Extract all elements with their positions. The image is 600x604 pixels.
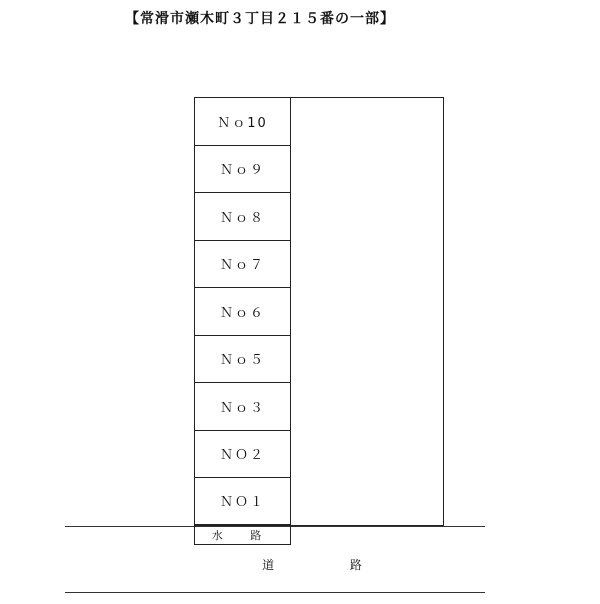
parking-space-no3[interactable]: Ｎｏ３: [195, 382, 290, 430]
parking-space-no2[interactable]: ＮＯ２: [195, 430, 290, 478]
parking-space-no6[interactable]: Ｎｏ６: [195, 287, 290, 335]
parking-spaces: [194, 97, 291, 525]
parking-space-no10[interactable]: Ｎｏ10: [195, 97, 290, 145]
parking-space-no9[interactable]: Ｎｏ９: [195, 145, 290, 193]
parking-space-no7[interactable]: Ｎｏ７: [195, 240, 290, 288]
road-label: 道 路: [262, 558, 398, 572]
diagram-title: 【常滑市瀬木町３丁目２１５番の一部】: [125, 11, 395, 27]
parking-space-no8[interactable]: Ｎｏ８: [195, 192, 290, 240]
road-edge-bottom: [65, 592, 485, 593]
parking-space-no1[interactable]: ＮＯ１: [195, 477, 290, 525]
parking-space-no5[interactable]: Ｎｏ５: [195, 335, 290, 383]
water-channel: 水 路: [194, 526, 291, 545]
